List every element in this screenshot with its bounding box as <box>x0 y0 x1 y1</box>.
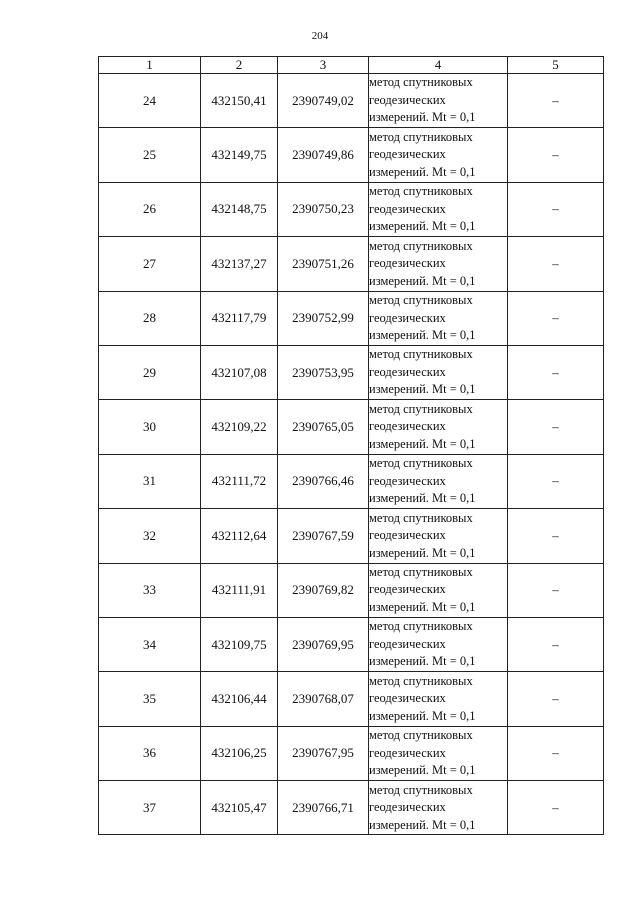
header-col-3: 3 <box>278 57 369 74</box>
method-line: измерений. Mt = 0,1 <box>369 599 476 614</box>
method-line: метод спутниковых <box>369 728 473 743</box>
method-line: геодезических <box>369 528 446 543</box>
table-header-row <box>99 57 604 74</box>
x-coordinate-cell: 432150,41 <box>201 74 278 128</box>
method-cell <box>369 781 508 835</box>
point-number-cell: 26 <box>99 182 201 236</box>
method-cell <box>369 237 508 291</box>
method-line: измерений. Mt = 0,1 <box>369 654 476 669</box>
method-line: метод спутниковых <box>369 184 473 199</box>
method-cell <box>369 563 508 617</box>
method-line: геодезических <box>369 92 446 107</box>
point-number-cell: 27 <box>99 237 201 291</box>
point-number-cell: 24 <box>99 74 201 128</box>
x-coordinate-cell: 432107,08 <box>201 345 278 399</box>
point-number-cell: 35 <box>99 672 201 726</box>
y-coordinate-cell: 2390750,23 <box>278 182 369 236</box>
method-line: метод спутниковых <box>369 564 473 579</box>
method-line: геодезических <box>369 636 446 651</box>
method-cell <box>369 726 508 780</box>
note-cell: – <box>508 128 604 182</box>
point-number-cell: 29 <box>99 345 201 399</box>
x-coordinate-cell: 432109,22 <box>201 400 278 454</box>
method-line: метод спутниковых <box>369 673 473 688</box>
x-coordinate-cell: 432111,91 <box>201 563 278 617</box>
method-line: геодезических <box>369 582 446 597</box>
method-line: геодезических <box>369 147 446 162</box>
method-line: геодезических <box>369 745 446 760</box>
note-cell: – <box>508 400 604 454</box>
point-number-cell: 33 <box>99 563 201 617</box>
point-number-cell: 25 <box>99 128 201 182</box>
x-coordinate-cell: 432148,75 <box>201 182 278 236</box>
method-line: геодезических <box>369 419 446 434</box>
note-cell: – <box>508 237 604 291</box>
table-row <box>99 74 604 128</box>
table-row <box>99 128 604 182</box>
y-coordinate-cell: 2390749,86 <box>278 128 369 182</box>
header-col-4: 4 <box>369 57 508 74</box>
method-line: геодезических <box>369 364 446 379</box>
point-number-cell: 37 <box>99 781 201 835</box>
x-coordinate-cell: 432106,44 <box>201 672 278 726</box>
method-line: измерений. Mt = 0,1 <box>369 545 476 560</box>
x-coordinate-cell: 432117,79 <box>201 291 278 345</box>
table-row <box>99 237 604 291</box>
y-coordinate-cell: 2390766,71 <box>278 781 369 835</box>
method-line: измерений. Mt = 0,1 <box>369 817 476 832</box>
y-coordinate-cell: 2390767,59 <box>278 509 369 563</box>
method-cell <box>369 74 508 128</box>
note-cell: – <box>508 454 604 508</box>
method-line: метод спутниковых <box>369 238 473 253</box>
method-line: метод спутниковых <box>369 510 473 525</box>
table-row <box>99 345 604 399</box>
method-line: метод спутниковых <box>369 456 473 471</box>
y-coordinate-cell: 2390767,95 <box>278 726 369 780</box>
note-cell: – <box>508 563 604 617</box>
method-line: геодезических <box>369 310 446 325</box>
y-coordinate-cell: 2390753,95 <box>278 345 369 399</box>
table-row <box>99 400 604 454</box>
method-line: измерений. Mt = 0,1 <box>369 763 476 778</box>
table-row <box>99 726 604 780</box>
note-cell: – <box>508 74 604 128</box>
method-line: измерений. Mt = 0,1 <box>369 328 476 342</box>
method-cell <box>369 345 508 399</box>
method-line: измерений. Mt = 0,1 <box>369 491 476 506</box>
method-line: метод спутниковых <box>369 782 473 797</box>
table-row <box>99 617 604 671</box>
method-line: геодезических <box>369 691 446 706</box>
header-col-5: 5 <box>508 57 604 74</box>
method-line: метод спутниковых <box>369 293 473 307</box>
method-cell <box>369 182 508 236</box>
method-cell <box>369 128 508 182</box>
point-number-cell: 32 <box>99 509 201 563</box>
header-col-2: 2 <box>201 57 278 74</box>
method-line: измерений. Mt = 0,1 <box>369 436 476 451</box>
x-coordinate-cell: 432112,64 <box>201 509 278 563</box>
y-coordinate-cell: 2390769,82 <box>278 563 369 617</box>
table-row <box>99 672 604 726</box>
method-cell <box>369 454 508 508</box>
table-row <box>99 781 604 835</box>
note-cell: – <box>508 726 604 780</box>
point-number-cell: 36 <box>99 726 201 780</box>
table-row <box>99 509 604 563</box>
y-coordinate-cell: 2390751,26 <box>278 237 369 291</box>
coordinates-table <box>98 56 604 835</box>
table-row <box>99 182 604 236</box>
method-line: измерений. Mt = 0,1 <box>369 273 476 288</box>
note-cell: – <box>508 509 604 563</box>
method-line: метод спутниковых <box>369 129 473 144</box>
note-cell: – <box>508 617 604 671</box>
y-coordinate-cell: 2390765,05 <box>278 400 369 454</box>
x-coordinate-cell: 432105,47 <box>201 781 278 835</box>
method-line: измерений. Mt = 0,1 <box>369 164 476 179</box>
y-coordinate-cell: 2390769,95 <box>278 617 369 671</box>
method-line: геодезических <box>369 800 446 815</box>
point-number-cell: 28 <box>99 291 201 345</box>
method-cell <box>369 291 508 345</box>
table-row <box>99 291 604 345</box>
method-cell <box>369 400 508 454</box>
note-cell: – <box>508 291 604 345</box>
point-number-cell: 30 <box>99 400 201 454</box>
x-coordinate-cell: 432137,27 <box>201 237 278 291</box>
method-cell <box>369 672 508 726</box>
note-cell: – <box>508 781 604 835</box>
x-coordinate-cell: 432111,72 <box>201 454 278 508</box>
y-coordinate-cell: 2390766,46 <box>278 454 369 508</box>
method-line: измерений. Mt = 0,1 <box>369 219 476 234</box>
table-row <box>99 563 604 617</box>
y-coordinate-cell: 2390749,02 <box>278 74 369 128</box>
method-cell <box>369 617 508 671</box>
table-row <box>99 454 604 508</box>
method-line: метод спутниковых <box>369 401 473 416</box>
method-line: метод спутниковых <box>369 75 473 90</box>
header-col-1: 1 <box>99 57 201 74</box>
x-coordinate-cell: 432106,25 <box>201 726 278 780</box>
y-coordinate-cell: 2390752,99 <box>278 291 369 345</box>
note-cell: – <box>508 182 604 236</box>
method-line: измерений. Mt = 0,1 <box>369 110 476 125</box>
method-line: метод спутниковых <box>369 619 473 634</box>
note-cell: – <box>508 345 604 399</box>
y-coordinate-cell: 2390768,07 <box>278 672 369 726</box>
point-number-cell: 31 <box>99 454 201 508</box>
note-cell: – <box>508 672 604 726</box>
method-cell <box>369 509 508 563</box>
page-number: 204 <box>311 30 329 42</box>
method-line: метод спутниковых <box>369 347 473 362</box>
point-number-cell: 34 <box>99 617 201 671</box>
method-line: измерений. Mt = 0,1 <box>369 708 476 723</box>
method-line: геодезических <box>369 201 446 216</box>
method-line: геодезических <box>369 473 446 488</box>
x-coordinate-cell: 432149,75 <box>201 128 278 182</box>
x-coordinate-cell: 432109,75 <box>201 617 278 671</box>
method-line: геодезических <box>369 256 446 271</box>
method-line: измерений. Mt = 0,1 <box>369 382 476 397</box>
